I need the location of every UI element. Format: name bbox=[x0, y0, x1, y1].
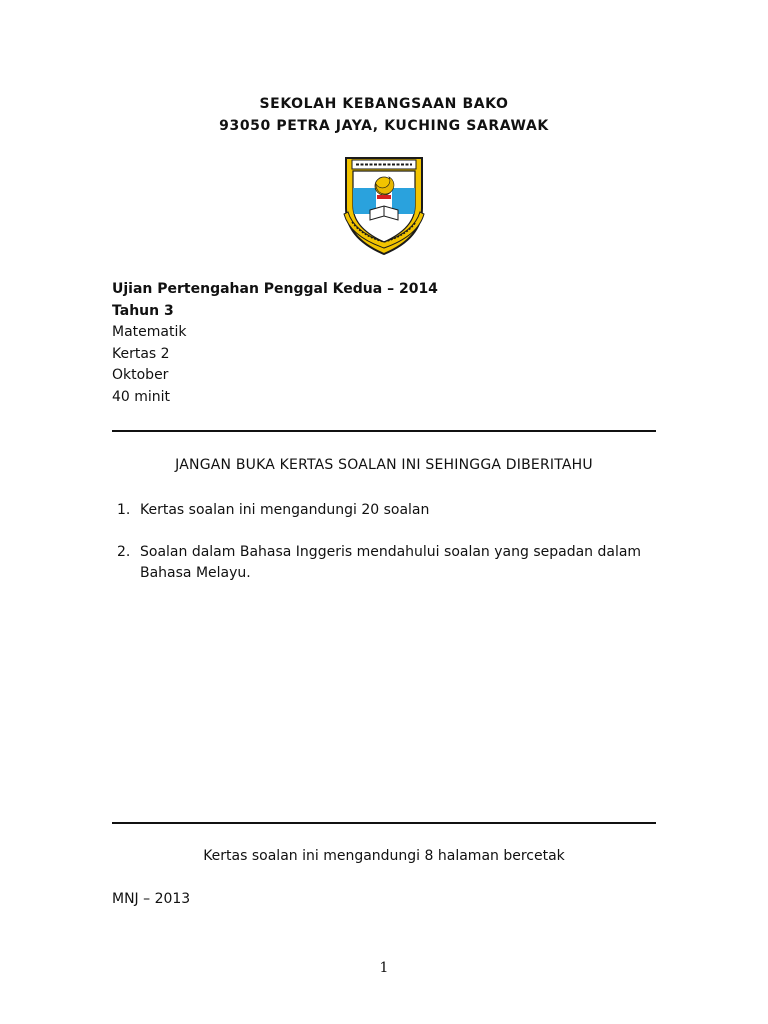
exam-year: Tahun 3 bbox=[112, 302, 174, 319]
school-address: 93050 PETRA JAYA, KUCHING SARAWAK bbox=[219, 118, 549, 134]
school-name: SEKOLAH KEBANGSAAN BAKO bbox=[259, 96, 509, 112]
page-count-note: Kertas soalan ini mengandungi 8 halaman bercetak bbox=[203, 848, 565, 864]
exam-month: Oktober bbox=[112, 367, 169, 384]
crest-red-band bbox=[377, 195, 391, 199]
exam-title: Ujian Pertengahan Penggal Kedua – 2014 bbox=[112, 281, 438, 297]
instruction-item bbox=[112, 542, 652, 585]
document-code: MNJ – 2013 bbox=[112, 891, 191, 907]
exam-paper: Kertas 2 bbox=[112, 345, 170, 362]
exam-duration: 40 minit bbox=[112, 388, 171, 405]
exam-info bbox=[112, 279, 438, 409]
warning-text: JANGAN BUKA KERTAS SOALAN INI SEHINGGA DIBERITAHU bbox=[175, 457, 593, 473]
page-number: 1 bbox=[379, 960, 389, 976]
exam-subject: Matematik bbox=[112, 324, 187, 341]
instruction-item bbox=[112, 500, 652, 522]
school-logo bbox=[340, 156, 428, 256]
instruction-number: 1. bbox=[117, 502, 131, 518]
school-crest-icon bbox=[340, 156, 428, 256]
top-divider bbox=[112, 430, 656, 432]
instruction-text: Soalan dalam Bahasa Inggeris mendahului soalan yang sepadan dalam Bahasa Melayu. bbox=[140, 543, 642, 581]
instruction-text: Kertas soalan ini mengandungi 20 soalan bbox=[140, 502, 430, 518]
instructions-list bbox=[112, 500, 652, 605]
bottom-divider bbox=[112, 822, 656, 824]
instruction-number: 2. bbox=[117, 543, 131, 560]
